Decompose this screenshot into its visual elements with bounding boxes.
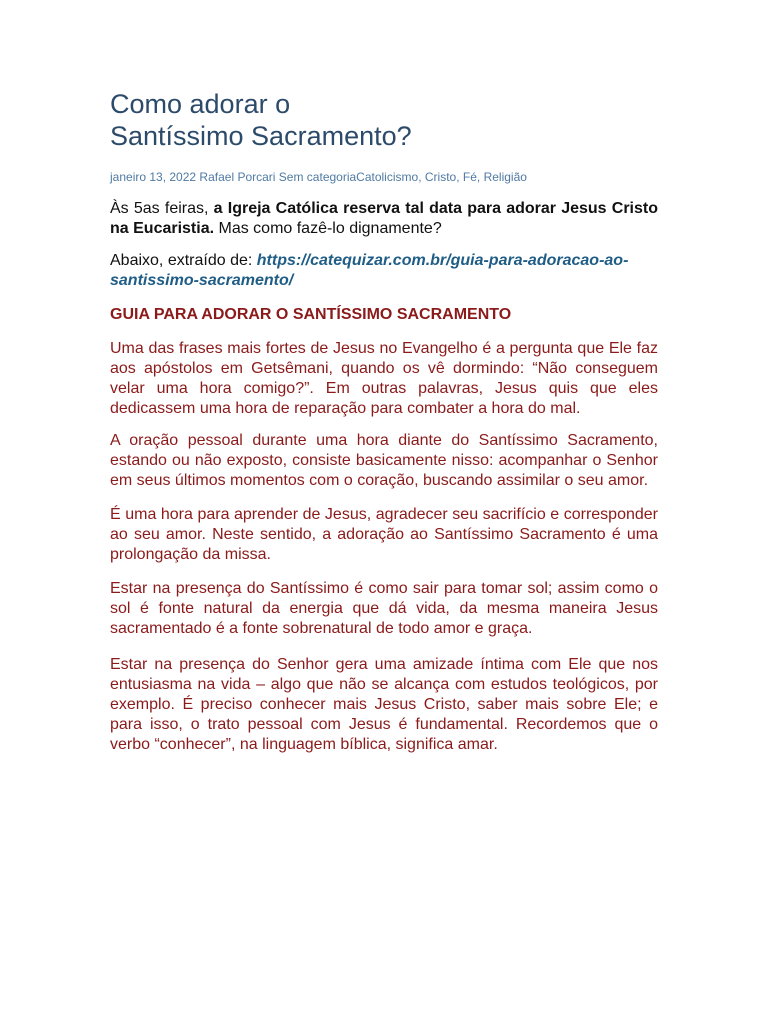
intro-suffix: Mas como fazê-lo dignamente? (214, 220, 442, 237)
article-title-line-2: Santíssimo Sacramento? (110, 121, 412, 151)
article-title-line-1: Como adorar o (110, 89, 291, 119)
article-title (110, 88, 658, 152)
body-paragraph: Estar na presença do Senhor gera uma amizade íntima com Ele que nos entusiasma na vida – algo que não se alcança com estudos teológicos, por exemplo. É preciso conhecer mais Jesus Cristo, saber mais sobre Ele; e para isso, o trato pessoal com Jesus é fundamental. Recordemos que o verbo “conhecer”, na linguagem bíblica, significa amar. (110, 656, 658, 753)
intro-paragraph (110, 199, 658, 239)
article (110, 88, 658, 755)
source-label: Abaixo, extraído de: (110, 252, 257, 269)
section-heading: GUIA PARA ADORAR O SANTÍSSIMO SACRAMENTO (110, 306, 512, 323)
body-paragraph: É uma hora para aprender de Jesus, agradecer seu sacrifício e corresponder ao seu amor. Neste sentido, a adoração ao Santíssimo Sacramento é uma prolongação da missa. (110, 506, 658, 563)
post-meta: janeiro 13, 2022 Rafael Porcari Sem categoriaCatolicismo, Cristo, Fé, Religião (110, 170, 527, 184)
post-date-link[interactable]: janeiro 13, 2022 (110, 170, 197, 184)
body-paragraph: A oração pessoal durante uma hora diante do Santíssimo Sacramento, estando ou não exposto, consiste basicamente nisso: acompanhar o Senhor em seus últimos momentos com o coração, buscando assimilar o seu amor. (110, 432, 658, 489)
source-paragraph (110, 251, 658, 291)
body-paragraph: Uma das frases mais fortes de Jesus no Evangelho é a pergunta que Ele faz aos apóstolos em Getsêmani, quando os vê dormindo: “Não conseguem velar uma hora comigo?”. Em outras palavras, Jesus quis que eles dedicassem uma hora de reparação para combater a hora do mal. (110, 340, 658, 417)
post-tag-link[interactable]: Fé (462, 170, 477, 184)
post-category-link[interactable]: Sem categoria (278, 170, 357, 184)
body-paragraph: Estar na presença do Santíssimo é como sair para tomar sol; assim como o sol é fonte natural da energia que dá vida, da mesma maneira Jesus sacramentado é a fonte sobrenatural de todo amor e graça. (110, 580, 658, 637)
post-author-link[interactable]: Rafael Porcari (199, 170, 276, 184)
source-link[interactable]: https://catequizar.com.br/guia-para-adoracao-ao-santissimo-sacramento/ (110, 252, 629, 289)
post-tag-link[interactable]: Cristo (424, 170, 457, 184)
intro-bold-text: a Igreja Católica reserva tal data para adorar Jesus Cristo na Eucaristia. (110, 200, 659, 237)
post-tag-link[interactable]: Religião (483, 170, 527, 184)
post-tag-link[interactable]: Catolicismo (356, 170, 419, 184)
intro-prefix: Às 5as feiras, (110, 200, 214, 217)
